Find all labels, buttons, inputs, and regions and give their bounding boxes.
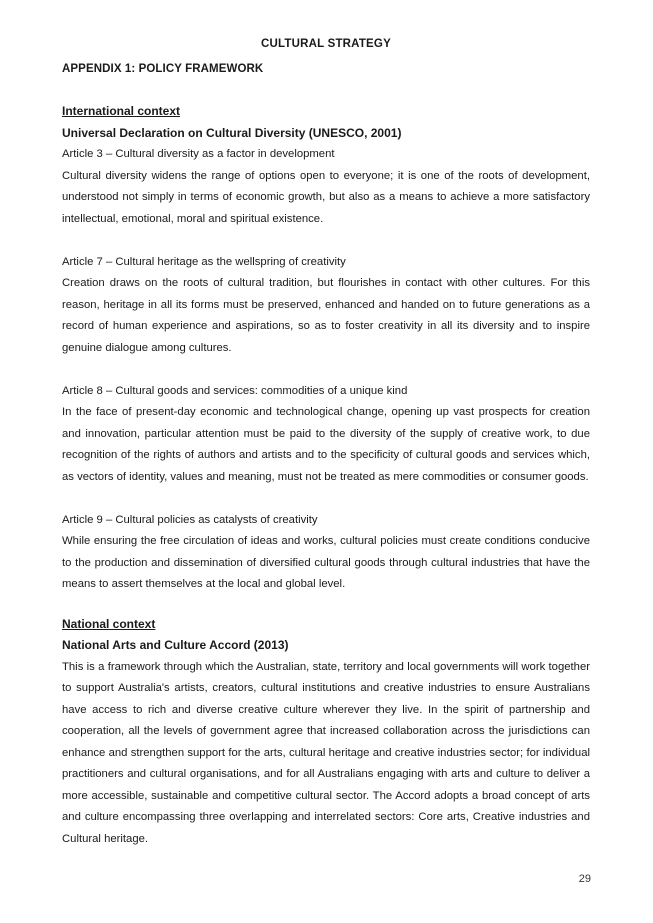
national-context-heading: National context	[62, 616, 156, 631]
section-spacer	[62, 596, 590, 614]
article-7-text: Creation draws on the roots of cultural tradition, but flourishes in contact with other cultures. For this reason, heritage in all its forms must be preserved, enhanced and handed on to future generations as a record of human experience and aspirations, so as to foster creativity in all its diversity and to inspire genuine dialogue among cultures.	[62, 277, 590, 354]
arts-culture-accord-subheading: National Arts and Culture Accord (2013)	[62, 638, 289, 652]
article-8-title: Article 8 – Cultural goods and services: commodities of a unique kind	[62, 384, 408, 397]
international-context-heading: International context	[62, 104, 181, 118]
article-3-title: Article 3 – Cultural diversity as a factor in development	[62, 148, 335, 160]
article-3-text: Cultural diversity widens the range of options open to everyone; it is one of the roots of development, understood not simply in terms of economic growth, but also as a means to achieve a more satisfactory intellectual, emotional, moral and spiritual existence.	[62, 169, 590, 225]
unesco-declaration-subheading: Universal Declaration on Cultural Diversity (UNESCO, 2001)	[62, 125, 402, 140]
page-number: 29	[578, 873, 591, 885]
article-9-title: Article 9 – Cultural policies as catalysts of creativity	[62, 513, 318, 526]
article-8-text: In the face of present-day economic and technological change, opening up vast prospects for creation and innovation, particular attention must be paid to the diversity of the supply of creative work, to due recognition of the rights of authors and artists and to the specificity of cultural goods and services which, as vectors of identity, values and meaning, must not be treated as mere commodities or consumer goods.	[62, 406, 590, 483]
paragraph-spacer	[62, 359, 590, 381]
document-body	[62, 101, 590, 850]
accord-text: This is a framework through which the Australian, state, territory and local governments will work together to support Australia's artists, creators, cultural institutions and creative industries to ensure Australians have access to rich and diverse creative culture wherever they live. In the spirit of partnership and cooperation, all the levels of government agree that increased collaboration across the jurisdictions can enhance and strengthen support for the arts, cultural heritage and creative industries sector; for individual practitioners and cultural organisations, and for all Australians engaging with arts and culture to deliver a more accessible, sustainable and competitive cultural sector. The Accord adopts a broad concept of arts and culture encompassing three overlapping and interrelated sectors: Core arts, Creative industries and Cultural heritage.	[62, 660, 590, 845]
paragraph-spacer	[62, 230, 590, 252]
paragraph-spacer	[62, 488, 590, 510]
document-title: CULTURAL STRATEGY	[261, 38, 391, 50]
article-7-title: Article 7 – Cultural heritage as the wellspring of creativity	[62, 255, 346, 268]
article-9-text: While ensuring the free circulation of ideas and works, cultural policies must create conditions conducive to the production and dissemination of diversified cultural goods through cultural industries that have the means to assert themselves at the local and global level.	[62, 535, 590, 590]
appendix-title: APPENDIX 1: POLICY FRAMEWORK	[62, 63, 264, 75]
